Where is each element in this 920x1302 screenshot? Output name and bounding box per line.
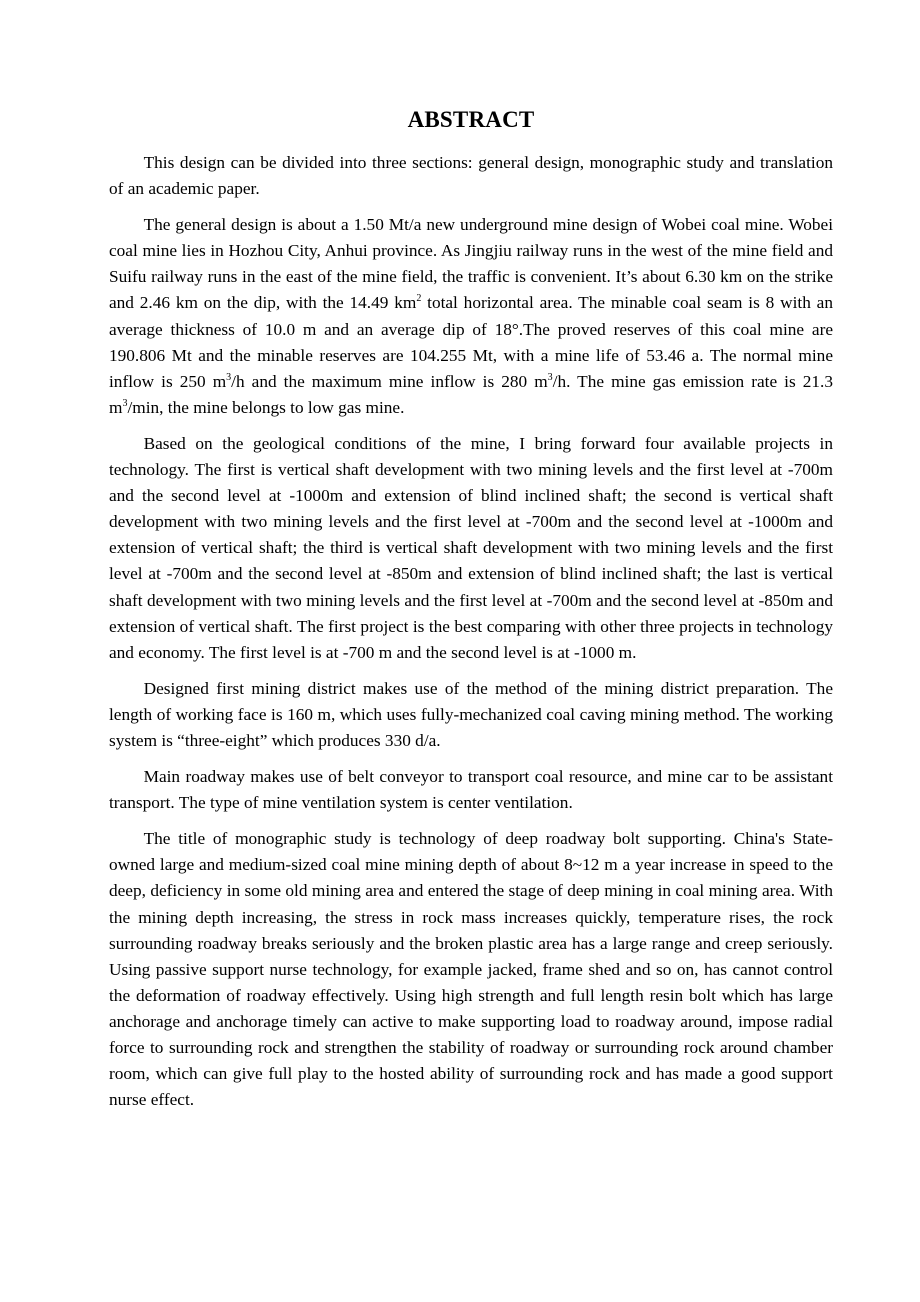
text-segment: /h and the maximum mine inflow is 280 m: [231, 371, 548, 391]
superscript: 2: [416, 293, 422, 305]
text-segment: total horizontal area. The minable coal seam is 8 with an average thickness of 10.0 m and an average dip of 18°.The proved reserves of this coal mine are 190.806 Mt and the minable reserves are 104.255 Mt, with a mine life of 53.46 a. The normal mine inflow is 250 m: [109, 293, 833, 391]
paragraph-monographic-study: The title of monographic study is technology of deep roadway bolt supporting. China's State-owned large and medium-sized coal mine mining depth of about 8~12 m a year increase in speed to the deep, deficiency in some old mining area and entered the stage of deep mining in coal mining area. With the mining depth increasing, the stress in rock mass increases quickly, temperature rises, the rock surrounding roadway breaks seriously and the broken plastic area has a large range and creep seriously. Using passive support nurse technology, for example jacked, frame shed and so on, has cannot control the deformation of roadway effectively. Using high strength and full length resin bolt which has large anchorage and anchorage timely can active to make supporting load to roadway around, impose radial force to surrounding rock and strengthen the stability of roadway or surrounding rock around chamber room, which can give full play to the hosted ability of surrounding rock and has made a good support nurse effect.: [109, 829, 833, 1110]
superscript: 3: [547, 371, 553, 383]
paragraph-mining-district: Designed first mining district makes use of the method of the mining district preparation. The length of working face is 160 m, which uses fully-mechanized coal caving mining method. The working system is “three-eight” which produces 330 d/a.: [109, 678, 833, 750]
paragraph-overview: This design can be divided into three sections: general design, monographic study and translation of an academic paper.: [109, 153, 833, 199]
document-title: ABSTRACT: [407, 107, 535, 132]
superscript: 3: [226, 371, 232, 383]
paragraph-projects: Based on the geological conditions of the mine, I bring forward four available projects in technology. The first is vertical shaft development with two mining levels and the first level at -700m and the second level at -1000m and extension of blind inclined shaft; the second is vertical shaft development with two mining levels and the first level at -700m and the second level at -1000m and extension of vertical shaft; the third is vertical shaft development with two mining levels and the first level at -700m and the second level at -850m and extension of blind inclined shaft; the last is vertical shaft development with two mining levels and the first level at -700m and the second level at -850m and extension of vertical shaft. The first project is the best comparing with other three projects in technology and economy. The first level is at -700 m and the second level is at -1000 m.: [109, 433, 833, 662]
paragraph-transport: Main roadway makes use of belt conveyor to transport coal resource, and mine car to be assistant transport. The type of mine ventilation system is center ventilation.: [109, 767, 833, 813]
document-page: [109, 103, 833, 1123]
text-segment: /min, the mine belongs to low gas mine.: [127, 397, 405, 417]
paragraph-general-design: [109, 212, 833, 421]
text-segment: /h. The mine gas emission rate is 21.3 m: [109, 371, 834, 417]
superscript: 3: [122, 397, 128, 409]
text-segment: The general design is about a 1.50 Mt/a new underground mine design of Wobei coal mine. Wobei coal mine lies in Hozhou City, Anhui province. As Jingjiu railway runs in the west of the mine field and Suifu railway runs in the east of the mine field, the traffic is convenient. It’s about 6.30 km on the strike and 2.46 km on the dip, with the 14.49 km: [109, 215, 833, 313]
